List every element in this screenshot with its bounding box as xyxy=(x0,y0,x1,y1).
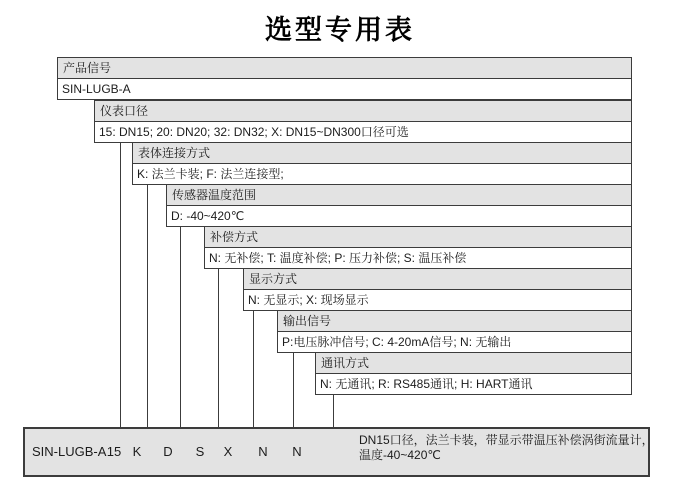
block-header: 显示方式 xyxy=(244,269,631,290)
connector-line-communication xyxy=(333,394,334,427)
block-options: P:电压脉冲信号; C: 4-20mA信号; N: 无输出 xyxy=(282,335,512,349)
block-options: 15: DN15; 20: DN20; 32: DN32; X: DN15~DN300口径可选 xyxy=(99,125,409,139)
connector-line-display xyxy=(253,310,254,427)
block-body-connection xyxy=(132,142,632,185)
example-model-code: SIN-LUGB-A xyxy=(32,444,107,459)
block-display-mode xyxy=(243,268,632,311)
block-options: SIN-LUGB-A xyxy=(62,82,131,96)
block-product-signal xyxy=(57,57,632,100)
example-description-line2: 温度-40~420℃ xyxy=(359,448,441,462)
block-compensation xyxy=(204,226,632,269)
block-options: D: -40~420℃ xyxy=(171,209,245,223)
connector-line-temp-range xyxy=(180,226,181,427)
block-options: N: 无通讯; R: RS485通讯; H: HART通讯 xyxy=(320,377,533,391)
block-communication xyxy=(315,352,632,395)
block-header: 传感器温度范围 xyxy=(167,185,631,206)
code-diameter: 15 xyxy=(106,444,122,459)
code-connection: K xyxy=(132,444,142,459)
block-options: N: 无显示; X: 现场显示 xyxy=(248,293,369,307)
block-options: K: 法兰卡装; F: 法兰连接型; xyxy=(137,167,284,181)
block-header: 补偿方式 xyxy=(205,227,631,248)
example-description-line1: DN15口径，法兰卡装，带显示带温压补偿涡街流量计， xyxy=(359,433,654,447)
example-description xyxy=(359,433,654,463)
block-header: 产品信号 xyxy=(58,58,631,79)
block-meter-diameter xyxy=(94,100,632,143)
example-code-row xyxy=(23,427,654,477)
code-temp-range: D xyxy=(163,444,173,459)
page-title: 选型专用表 xyxy=(265,15,415,45)
code-display: X xyxy=(223,444,233,459)
block-header: 表体连接方式 xyxy=(133,143,631,164)
connector-line-output xyxy=(293,352,294,427)
block-options: N: 无补偿; T: 温度补偿; P: 压力补偿; S: 温压补偿 xyxy=(209,251,467,265)
block-header: 输出信号 xyxy=(278,311,631,332)
connector-line-diameter xyxy=(120,142,121,427)
code-communication: N xyxy=(292,444,302,459)
block-header: 通讯方式 xyxy=(316,353,631,374)
block-sensor-temp-range xyxy=(166,184,632,227)
connector-line-connection xyxy=(147,184,148,427)
code-output: N xyxy=(258,444,268,459)
block-header: 仪表口径 xyxy=(95,101,631,122)
code-compensation: S xyxy=(195,444,205,459)
connector-line-compensation xyxy=(218,268,219,427)
block-output-signal xyxy=(277,310,632,353)
